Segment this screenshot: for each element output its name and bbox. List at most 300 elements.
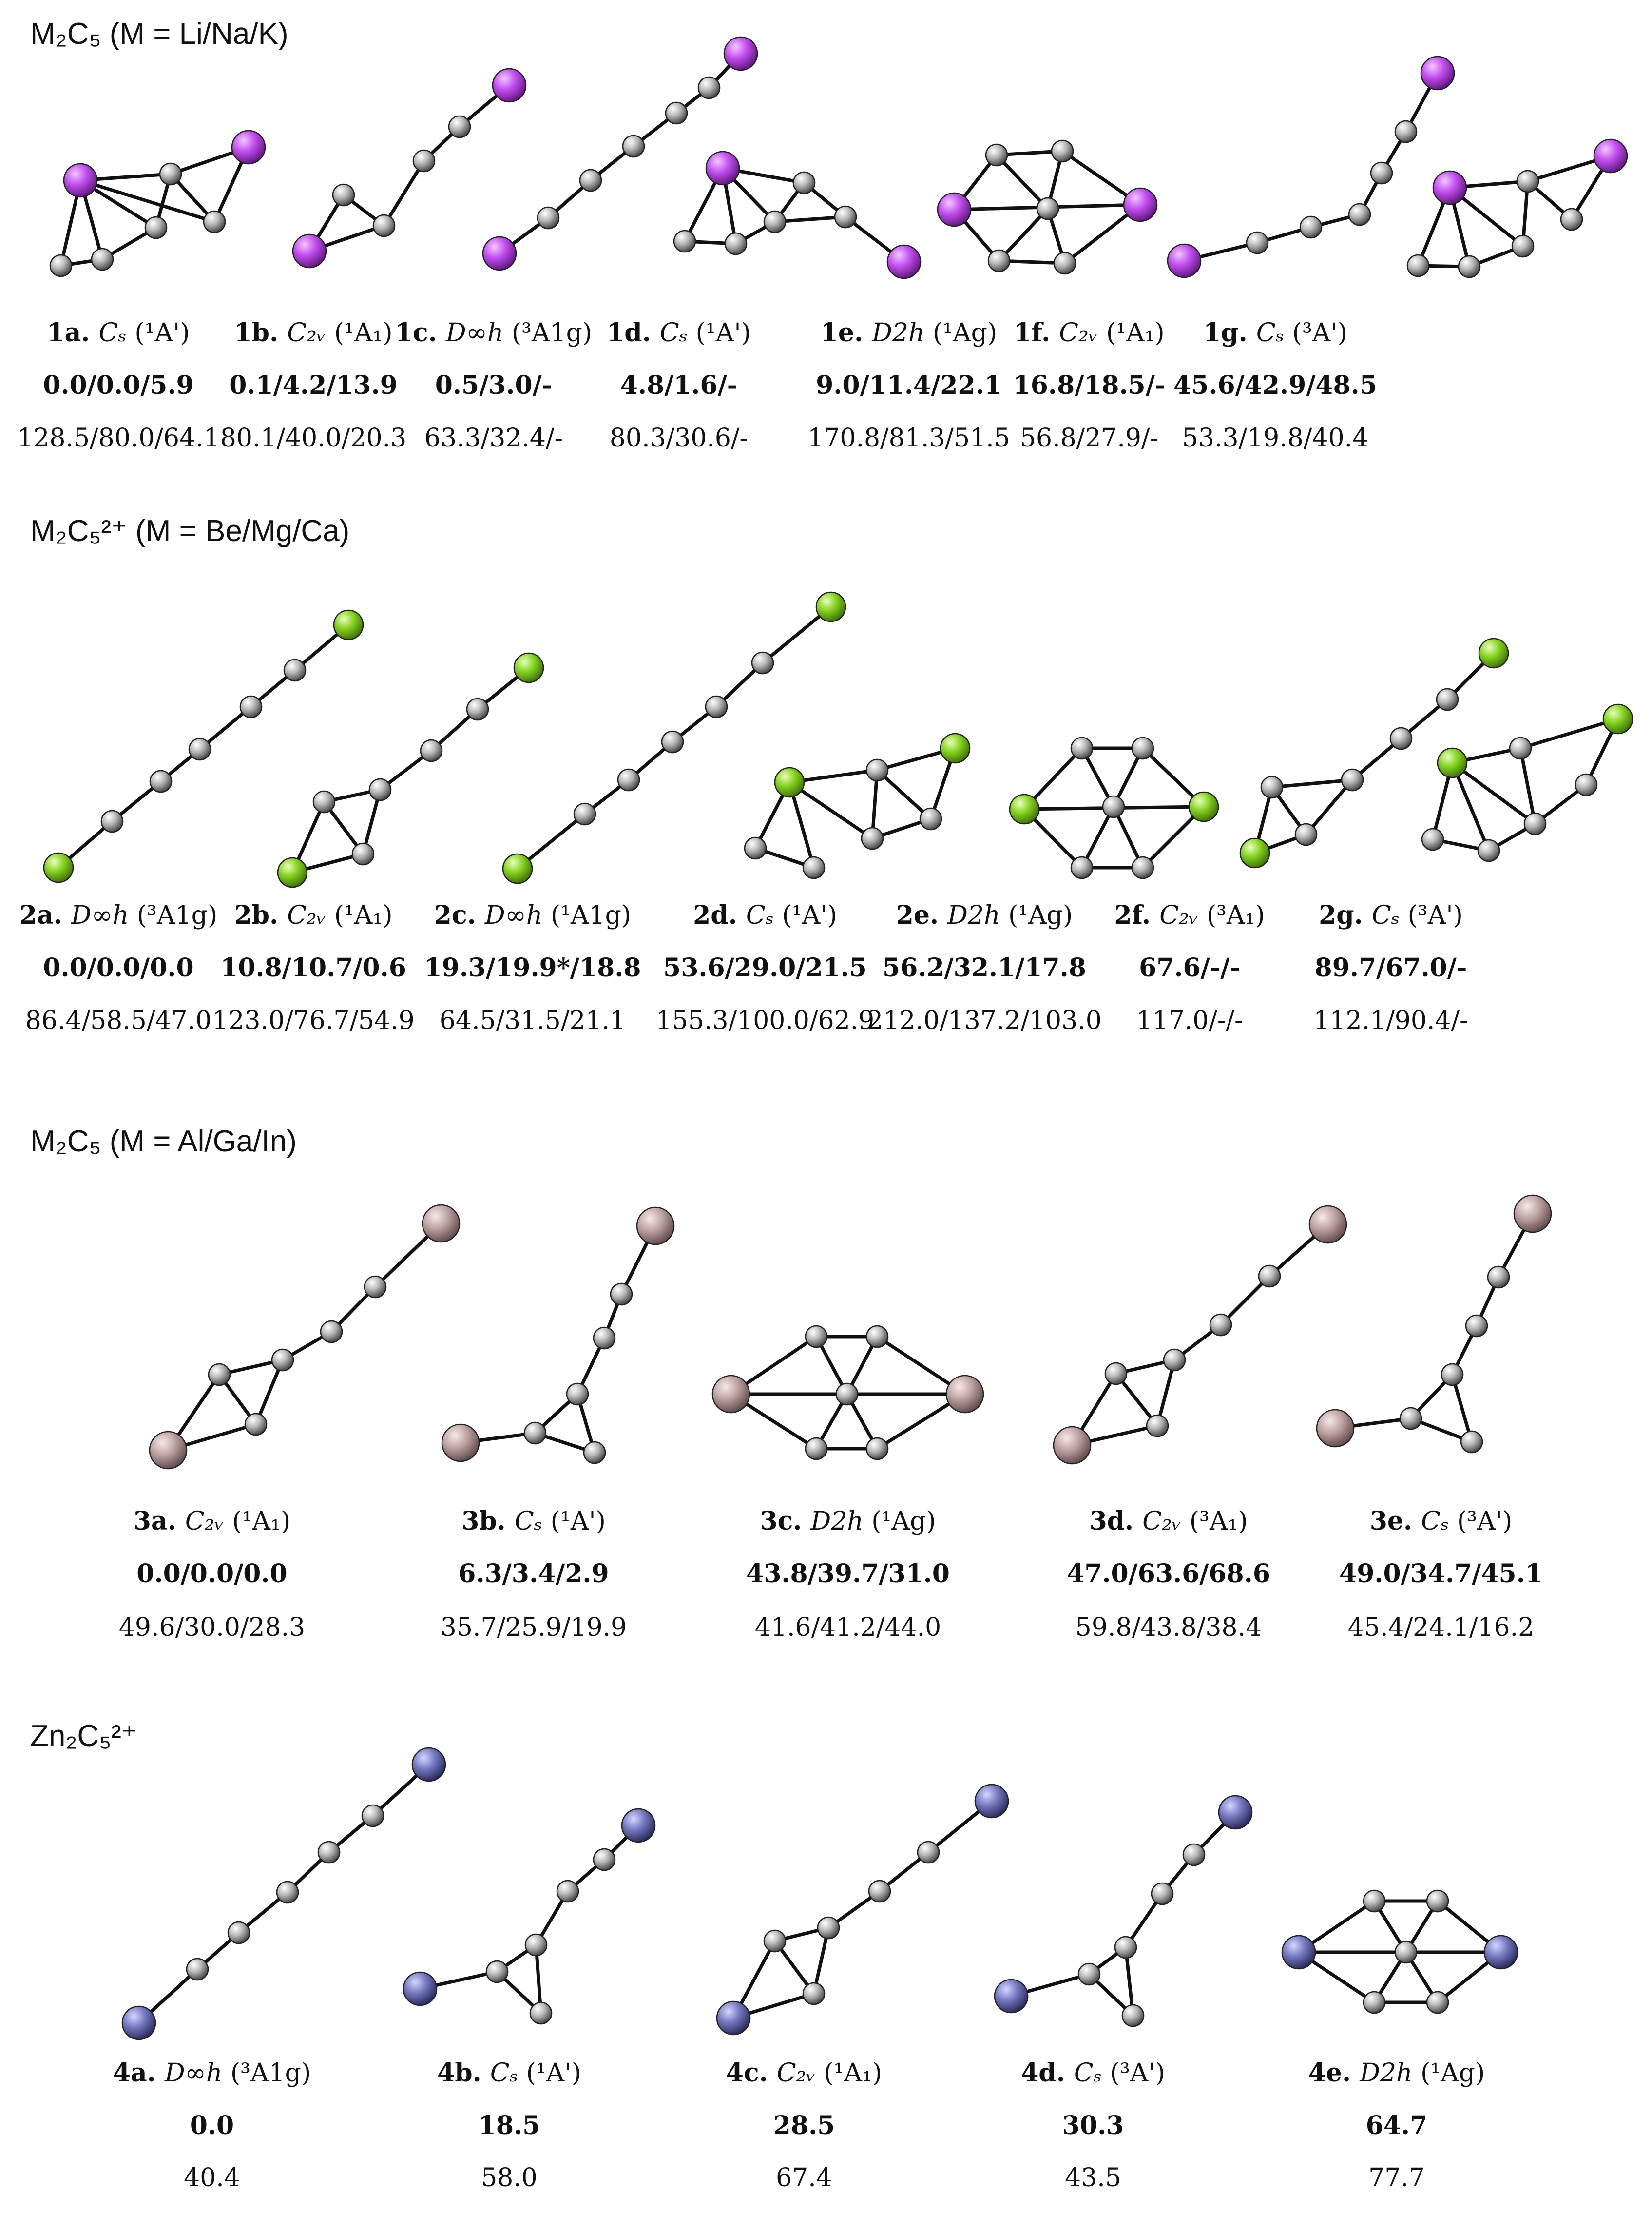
carbon-atom bbox=[866, 1326, 888, 1347]
metal-atom bbox=[712, 1376, 749, 1413]
metal-atom bbox=[150, 1432, 187, 1469]
relative-energy: 6.3/3.4/2.9 bbox=[458, 1559, 609, 1589]
electronic-state: (¹A1g) bbox=[550, 901, 632, 930]
structure-label bbox=[234, 900, 392, 930]
relative-energy: 16.8/18.5/- bbox=[1013, 370, 1166, 400]
metal-atom bbox=[514, 653, 543, 682]
carbon-atom bbox=[835, 206, 856, 228]
metal-atom bbox=[64, 164, 97, 197]
structure-label bbox=[1308, 2058, 1485, 2088]
metal-atom bbox=[1282, 1936, 1315, 1969]
point-group: D∞h bbox=[164, 2058, 231, 2088]
carbon-atom bbox=[284, 660, 306, 681]
point-group: D∞h bbox=[484, 901, 551, 930]
structure-label bbox=[693, 900, 837, 930]
molecule-2c bbox=[503, 592, 845, 883]
structure-label bbox=[1014, 318, 1164, 348]
bond bbox=[1520, 719, 1618, 748]
carbon-atom bbox=[1459, 256, 1480, 277]
dissociation-energy: 59.8/43.8/38.4 bbox=[1075, 1613, 1262, 1642]
carbon-atom bbox=[1407, 255, 1429, 276]
carbon-atom bbox=[1132, 857, 1153, 878]
structure-label bbox=[821, 318, 998, 348]
structure-label bbox=[1021, 2058, 1165, 2088]
structure-id: 1f. bbox=[1014, 318, 1059, 348]
carbon-atom bbox=[1441, 1364, 1463, 1385]
electronic-state: (³A') bbox=[1292, 318, 1347, 348]
carbon-atom bbox=[209, 1364, 230, 1385]
metal-atom bbox=[724, 37, 757, 70]
relative-energy: 9.0/11.4/22.1 bbox=[816, 370, 1002, 400]
carbon-atom bbox=[1364, 1890, 1385, 1912]
molecule-1d bbox=[674, 152, 921, 278]
point-group: C₂ᵥ bbox=[287, 318, 334, 348]
point-group: D∞h bbox=[445, 318, 512, 348]
carbon-atom bbox=[725, 233, 747, 254]
carbon-atom bbox=[189, 738, 211, 760]
carbon-atom bbox=[313, 791, 335, 813]
structure-label bbox=[1089, 1506, 1248, 1536]
relative-energy: 10.8/10.7/0.6 bbox=[220, 953, 406, 983]
dissociation-energy: 45.4/24.1/16.2 bbox=[1347, 1613, 1535, 1642]
structure-label bbox=[760, 1506, 936, 1536]
carbon-atom bbox=[752, 652, 773, 674]
carbon-atom bbox=[1037, 198, 1058, 219]
carbon-atom bbox=[580, 170, 601, 191]
structure-label bbox=[437, 2058, 581, 2088]
carbon-atom bbox=[1210, 1314, 1231, 1336]
metal-atom bbox=[412, 1748, 445, 1781]
point-group: Cₛ bbox=[490, 2058, 526, 2088]
structure-id: 2g. bbox=[1319, 900, 1372, 930]
relative-energy: 47.0/63.6/68.6 bbox=[1067, 1559, 1270, 1589]
carbon-atom bbox=[240, 696, 262, 718]
carbon-atom bbox=[1164, 1349, 1185, 1371]
carbon-atom bbox=[674, 231, 695, 252]
electronic-state: (¹A₁) bbox=[1106, 318, 1165, 348]
metal-atom bbox=[403, 1972, 437, 2005]
relative-energy: 0.0/0.0/0.0 bbox=[43, 953, 194, 983]
relative-energy: 64.7 bbox=[1365, 2111, 1428, 2140]
metal-atom bbox=[816, 592, 845, 621]
carbon-atom bbox=[1517, 171, 1538, 192]
electronic-state: (¹A₁) bbox=[232, 1507, 291, 1536]
metal-atom bbox=[995, 1980, 1028, 2013]
electronic-state: (³A1g) bbox=[136, 901, 218, 930]
point-group: Cₛ bbox=[1256, 318, 1292, 348]
relative-energy: 19.3/19.9*/18.8 bbox=[424, 953, 641, 983]
carbon-atom bbox=[1427, 1890, 1448, 1912]
metal-atom bbox=[442, 1424, 479, 1461]
metal-atom bbox=[293, 234, 326, 268]
carbon-atom bbox=[204, 211, 225, 233]
electronic-state: (¹A₁) bbox=[334, 901, 393, 930]
structure-id: 2e. bbox=[896, 900, 948, 930]
structure-label bbox=[1203, 318, 1347, 348]
molecule-2f bbox=[1240, 639, 1508, 868]
structure-id: 4e. bbox=[1308, 2058, 1360, 2088]
carbon-atom bbox=[806, 1438, 827, 1459]
relative-energy: 28.5 bbox=[773, 2111, 835, 2140]
carbon-atom bbox=[50, 255, 72, 276]
structure-label bbox=[19, 900, 217, 930]
section-title-4: Zn₂C₅²⁺ bbox=[30, 1719, 137, 1753]
section-title-3: M₂C₅ (M = Al/Ga/In) bbox=[30, 1125, 297, 1158]
carbon-atom bbox=[818, 1917, 839, 1939]
carbon-atom bbox=[662, 731, 683, 753]
structure-label bbox=[461, 1506, 606, 1536]
structure-id: 3a. bbox=[133, 1506, 185, 1536]
dissociation-energy: 170.8/81.3/51.5 bbox=[807, 424, 1010, 453]
carbon-atom bbox=[618, 769, 639, 791]
carbon-atom bbox=[611, 1283, 632, 1305]
molecule-4a bbox=[122, 1748, 445, 2039]
carbon-atom bbox=[486, 1961, 508, 1982]
molecule-2a bbox=[44, 610, 363, 882]
carbon-atom bbox=[1054, 252, 1076, 274]
carbon-atom bbox=[1488, 1266, 1509, 1288]
structure-id: 3c. bbox=[760, 1506, 811, 1536]
carbon-atom bbox=[467, 699, 488, 720]
carbon-atom bbox=[277, 1882, 298, 1903]
metal-atom bbox=[1189, 792, 1218, 821]
electronic-state: (¹Ag) bbox=[871, 1507, 936, 1536]
electronic-state: (¹A') bbox=[695, 318, 751, 348]
electronic-state: (³A₁) bbox=[1189, 1507, 1248, 1536]
relative-energy: 53.6/29.0/21.5 bbox=[663, 953, 867, 983]
structure-id: 1g. bbox=[1203, 318, 1256, 348]
section-title-2: M₂C₅²⁺ (M = Be/Mg/Ca) bbox=[30, 514, 350, 548]
carbon-atom bbox=[986, 144, 1007, 166]
carbon-atom bbox=[524, 1422, 546, 1444]
electronic-state: (³A') bbox=[1110, 2058, 1165, 2088]
dissociation-energy: 212.0/137.2/103.0 bbox=[867, 1006, 1102, 1035]
carbon-atom bbox=[1437, 689, 1458, 710]
carbon-atom bbox=[1466, 1315, 1487, 1337]
metal-atom bbox=[1054, 1427, 1091, 1464]
structure-id: 4b. bbox=[437, 2058, 490, 2088]
structure-id: 1b. bbox=[234, 318, 288, 348]
metal-atom bbox=[503, 854, 532, 883]
carbon-atom bbox=[525, 1934, 547, 1956]
carbon-atom bbox=[365, 1276, 386, 1298]
dissociation-energy: 43.5 bbox=[1065, 2163, 1121, 2193]
relative-energy: 0.5/3.0/- bbox=[435, 370, 553, 400]
carbon-atom bbox=[1295, 824, 1317, 845]
point-group: Cₛ bbox=[1074, 2058, 1110, 2088]
point-group: D2h bbox=[872, 318, 933, 348]
relative-energy: 0.0 bbox=[190, 2111, 234, 2140]
dissociation-energy: 49.6/30.0/28.3 bbox=[118, 1613, 306, 1642]
structure-id: 2a. bbox=[19, 900, 71, 930]
dissociation-energy: 80.3/30.6/- bbox=[609, 424, 749, 453]
structure-id: 4d. bbox=[1021, 2058, 1074, 2088]
point-group: C₂ᵥ bbox=[1142, 1507, 1190, 1536]
carbon-atom bbox=[1300, 216, 1322, 238]
carbon-atom bbox=[1422, 829, 1443, 850]
carbon-atom bbox=[806, 1326, 827, 1347]
dissociation-energy: 41.6/41.2/44.0 bbox=[754, 1613, 941, 1642]
carbon-atom bbox=[1561, 209, 1582, 230]
point-group: C₂ᵥ bbox=[1159, 901, 1207, 930]
carbon-atom bbox=[988, 250, 1010, 272]
metal-atom bbox=[1010, 795, 1039, 824]
bond bbox=[384, 161, 424, 226]
relative-energy: 0.0/0.0/0.0 bbox=[136, 1559, 288, 1589]
dissociation-energy: 67.4 bbox=[776, 2163, 832, 2193]
carbon-atom bbox=[567, 1383, 588, 1405]
carbon-atom bbox=[1147, 1415, 1168, 1436]
carbon-atom bbox=[594, 1327, 615, 1349]
structure-id: 2b. bbox=[234, 900, 288, 930]
carbon-atom bbox=[421, 740, 442, 761]
structure-label bbox=[896, 900, 1073, 930]
relative-energy: 4.8/1.6/- bbox=[620, 370, 738, 400]
carbon-atom bbox=[1395, 1941, 1417, 1963]
molecule-4e bbox=[1282, 1890, 1518, 2013]
electronic-state: (¹A') bbox=[782, 901, 837, 930]
metal-atom bbox=[775, 768, 804, 797]
structure-id: 4a. bbox=[113, 2058, 165, 2088]
carbon-atom bbox=[1132, 738, 1153, 759]
carbon-atom bbox=[272, 1349, 293, 1371]
carbon-atom bbox=[1510, 738, 1531, 759]
carbon-atom bbox=[666, 102, 687, 124]
electronic-state: (¹A') bbox=[134, 318, 190, 348]
carbon-atom bbox=[1342, 769, 1363, 791]
carbon-atom bbox=[449, 116, 470, 137]
carbon-atom bbox=[1575, 774, 1597, 796]
metal-atom bbox=[423, 1205, 460, 1242]
metal-atom bbox=[1603, 704, 1633, 734]
carbon-atom bbox=[1364, 1992, 1385, 2013]
carbon-atom bbox=[836, 1383, 858, 1405]
electronic-state: (³A') bbox=[1407, 901, 1463, 930]
dissociation-energy: 77.7 bbox=[1368, 2163, 1425, 2193]
molecule-4b bbox=[403, 1809, 655, 2024]
metal-atom bbox=[938, 193, 971, 226]
carbon-atom bbox=[150, 771, 172, 792]
carbon-atom bbox=[1478, 840, 1499, 861]
structure-label bbox=[47, 318, 190, 348]
carbon-atom bbox=[706, 696, 727, 718]
relative-energy: 49.0/34.7/45.1 bbox=[1339, 1559, 1543, 1589]
electronic-state: (³A1g) bbox=[511, 318, 593, 348]
metal-atom bbox=[1438, 748, 1467, 777]
dissociation-energy: 155.3/100.0/62.9 bbox=[655, 1006, 875, 1035]
carbon-atom bbox=[764, 211, 786, 233]
dissociation-energy: 112.1/90.4/- bbox=[1313, 1006, 1468, 1035]
relative-energy: 43.8/39.7/31.0 bbox=[746, 1559, 950, 1589]
carbon-atom bbox=[1183, 1844, 1205, 1865]
metal-atom bbox=[122, 2006, 155, 2039]
carbon-atom bbox=[557, 1881, 578, 1902]
relative-energy: 30.3 bbox=[1062, 2111, 1124, 2140]
dissociation-energy: 86.4/58.5/47.0 bbox=[25, 1006, 212, 1035]
carbon-atom bbox=[866, 1438, 888, 1459]
molecule-3b bbox=[442, 1207, 674, 1463]
relative-energy: 89.7/67.0/- bbox=[1314, 953, 1467, 983]
point-group: D2h bbox=[810, 1507, 872, 1536]
carbon-atom bbox=[1052, 140, 1073, 162]
carbon-atom bbox=[145, 217, 167, 238]
electronic-state: (¹A₁) bbox=[334, 318, 393, 348]
dissociation-energy: 80.1/40.0/20.3 bbox=[220, 424, 407, 453]
molecule-4d bbox=[995, 1796, 1252, 2026]
dissociation-energy: 63.3/32.4/- bbox=[424, 424, 563, 453]
molecule-1e bbox=[938, 140, 1157, 274]
structure-labels bbox=[17, 318, 1543, 2193]
carbon-atom bbox=[698, 77, 720, 98]
electronic-state: (³A₁) bbox=[1206, 901, 1265, 930]
point-group: Cₛ bbox=[1421, 1507, 1458, 1536]
point-group: Cₛ bbox=[514, 1507, 551, 1536]
point-group: C₂ᵥ bbox=[776, 2058, 824, 2088]
carbon-atom bbox=[1071, 857, 1093, 878]
carbon-atom bbox=[745, 837, 766, 859]
metal-atom bbox=[1484, 1936, 1518, 1969]
carbon-atom bbox=[1512, 235, 1534, 257]
carbon-atom bbox=[373, 215, 395, 236]
molecule-2e bbox=[1010, 738, 1218, 878]
molecule-4c bbox=[717, 1785, 1008, 2035]
carbon-atom bbox=[584, 1442, 605, 1463]
electronic-state: (³A1g) bbox=[230, 2058, 311, 2088]
structure-id: 1d. bbox=[607, 318, 660, 348]
carbon-atom bbox=[862, 828, 883, 849]
point-group: Cₛ bbox=[1371, 901, 1408, 930]
molecule-3e bbox=[1317, 1195, 1551, 1453]
carbon-atom bbox=[362, 1805, 384, 1826]
carbon-atom bbox=[1371, 162, 1392, 184]
carbon-atom bbox=[1105, 1363, 1127, 1384]
structure-id: 3d. bbox=[1089, 1506, 1143, 1536]
metal-atom bbox=[1433, 171, 1466, 204]
point-group: D∞h bbox=[71, 901, 137, 930]
carbon-atom bbox=[321, 1321, 342, 1342]
metal-atom bbox=[334, 610, 363, 640]
relative-energy: 0.1/4.2/13.9 bbox=[229, 370, 398, 400]
structure-id: 2c. bbox=[434, 900, 485, 930]
relative-energy: 67.6/-/- bbox=[1139, 953, 1240, 983]
structure-id: 4c. bbox=[726, 2058, 777, 2088]
electronic-state: (³A') bbox=[1457, 1507, 1513, 1536]
carbon-atom bbox=[333, 184, 354, 206]
carbon-atom bbox=[352, 843, 374, 865]
carbon-atom bbox=[101, 811, 123, 832]
carbon-atom bbox=[160, 163, 181, 185]
carbon-atom bbox=[623, 136, 644, 157]
metal-atom bbox=[1124, 188, 1157, 221]
point-group: Cₛ bbox=[746, 901, 782, 930]
carbon-atom bbox=[1390, 728, 1412, 749]
section-title-1: M₂C₅ (M = Li/Na/K) bbox=[30, 17, 288, 51]
carbon-atom bbox=[1152, 1883, 1173, 1904]
metal-atom bbox=[483, 237, 516, 270]
structure-label bbox=[395, 318, 592, 348]
carbon-atom bbox=[318, 1842, 340, 1863]
relative-energy: 18.5 bbox=[478, 2111, 540, 2140]
structure-label bbox=[1370, 1506, 1513, 1536]
carbon-atom bbox=[574, 803, 595, 825]
molecule-2g bbox=[1422, 704, 1633, 861]
point-group: Cₛ bbox=[98, 318, 135, 348]
dissociation-energy: 40.4 bbox=[184, 2163, 240, 2193]
carbon-atom bbox=[594, 1849, 615, 1870]
molecule-1f bbox=[1168, 57, 1454, 277]
metal-atom bbox=[717, 2001, 750, 2035]
dissociation-energy: 53.3/19.8/40.4 bbox=[1182, 424, 1369, 453]
point-group: C₂ᵥ bbox=[1059, 318, 1106, 348]
molecule-1g bbox=[1407, 139, 1627, 277]
metal-atom bbox=[637, 1207, 674, 1244]
structure-label bbox=[607, 318, 751, 348]
metal-atom bbox=[1514, 1195, 1551, 1232]
carbon-atom bbox=[866, 759, 888, 781]
carbon-atom bbox=[1122, 2005, 1144, 2026]
metal-atom bbox=[1594, 139, 1627, 173]
carbon-atom bbox=[1247, 232, 1268, 253]
metal-atom bbox=[1317, 1410, 1354, 1447]
carbon-atom bbox=[1115, 1937, 1136, 1958]
carbon-atom bbox=[1395, 121, 1417, 142]
carbon-atom bbox=[1078, 1963, 1100, 1985]
carbon-atom bbox=[1349, 204, 1370, 225]
electronic-state: (¹Ag) bbox=[933, 318, 998, 348]
carbon-atom bbox=[869, 1881, 890, 1902]
structure-label bbox=[1114, 900, 1265, 930]
relative-energy: 0.0/0.0/5.9 bbox=[43, 370, 194, 400]
carbon-atom bbox=[187, 1959, 208, 1980]
metal-atom bbox=[44, 853, 73, 882]
metal-atom bbox=[941, 734, 970, 763]
structure-id: 2f. bbox=[1114, 900, 1160, 930]
structure-id: 3b. bbox=[461, 1506, 515, 1536]
dissociation-energy: 56.8/27.9/- bbox=[1019, 424, 1159, 453]
molecule-3d bbox=[1054, 1206, 1346, 1464]
dissociation-energy: 35.7/25.9/19.9 bbox=[440, 1613, 627, 1642]
carbon-atom bbox=[245, 1414, 267, 1435]
metal-atom bbox=[1421, 57, 1454, 90]
carbon-atom bbox=[803, 857, 825, 878]
point-group: C₂ᵥ bbox=[185, 1507, 232, 1536]
carbon-atom bbox=[413, 150, 435, 172]
carbon-atom bbox=[918, 1842, 939, 1863]
electronic-state: (¹A₁) bbox=[824, 2058, 883, 2088]
molecule-3c bbox=[712, 1326, 983, 1459]
electronic-state: (¹Ag) bbox=[1421, 2058, 1485, 2088]
metal-atom bbox=[946, 1376, 983, 1413]
metal-atom bbox=[1479, 639, 1508, 668]
structure-id: 2d. bbox=[693, 900, 746, 930]
structure-id: 1e. bbox=[820, 318, 872, 348]
carbon-atom bbox=[920, 808, 941, 830]
metal-atom bbox=[1309, 1206, 1346, 1243]
electronic-state: (¹Ag) bbox=[1008, 901, 1073, 930]
molecule-1b bbox=[293, 69, 526, 268]
structure-label bbox=[1319, 900, 1463, 930]
electronic-state: (¹A') bbox=[526, 2058, 581, 2088]
carbon-atom bbox=[764, 1930, 786, 1952]
carbon-atom bbox=[92, 249, 113, 270]
relative-energy: 56.2/32.1/17.8 bbox=[883, 953, 1086, 983]
carbon-atom bbox=[1103, 796, 1124, 817]
structure-label bbox=[134, 1506, 290, 1536]
carbon-atom bbox=[530, 2002, 552, 2024]
carbon-atom bbox=[803, 1983, 825, 2004]
metal-atom bbox=[975, 1785, 1008, 1818]
structure-label bbox=[434, 900, 631, 930]
